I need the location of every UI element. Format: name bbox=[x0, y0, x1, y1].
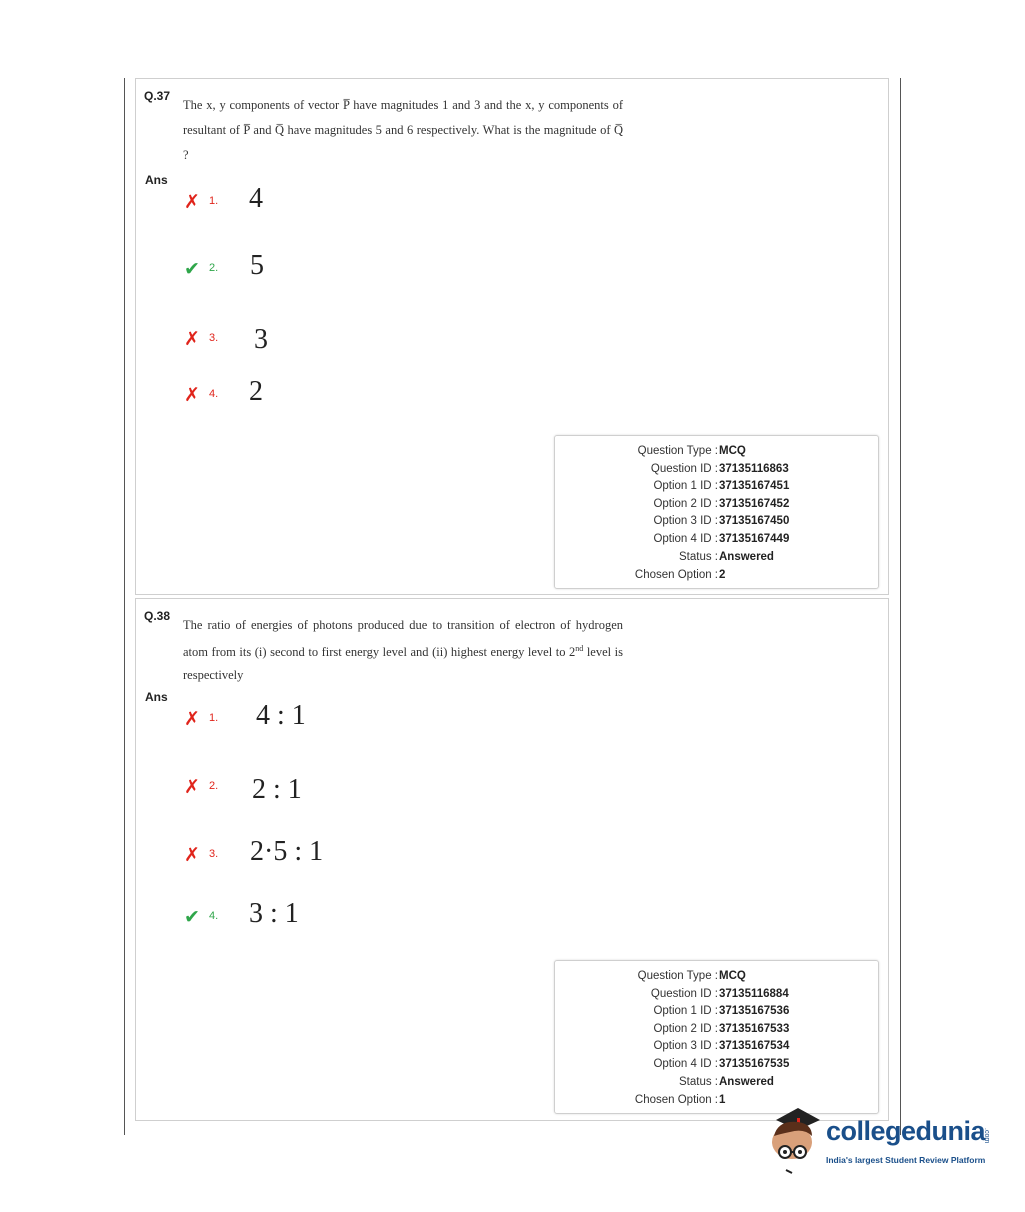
option-value: 4 : 1 bbox=[256, 700, 306, 731]
question-info-panel bbox=[554, 960, 879, 1114]
logo-suffix: .com bbox=[983, 1128, 990, 1144]
option-value: 4 bbox=[249, 183, 263, 214]
info-option-2-id: Option 2 ID : 37135167452 bbox=[653, 498, 790, 510]
mascot-icon bbox=[768, 1106, 824, 1176]
option-number: 1. bbox=[209, 712, 219, 724]
logo-tagline: India's largest Student Review Platform bbox=[826, 1155, 986, 1165]
question-block-37 bbox=[135, 78, 889, 595]
question-block-38 bbox=[135, 598, 889, 1121]
cross-icon: ✗ bbox=[184, 708, 200, 730]
cross-icon: ✗ bbox=[184, 191, 200, 213]
option-value: 3 : 1 bbox=[249, 898, 299, 929]
info-question-id: Question ID : 37135116863 bbox=[650, 463, 789, 475]
option-value: 2·5 : 1 bbox=[250, 836, 324, 867]
question-number: Q.38 bbox=[144, 609, 171, 623]
info-chosen-option: Chosen Option : 1 bbox=[634, 1094, 726, 1106]
option-number: 3. bbox=[209, 332, 219, 344]
cross-icon: ✗ bbox=[184, 328, 200, 350]
option-value: 3 bbox=[254, 324, 268, 355]
cross-icon: ✗ bbox=[184, 844, 200, 866]
info-option-4-id: Option 4 ID : 37135167535 bbox=[653, 1058, 790, 1070]
answer-label: Ans bbox=[145, 173, 168, 187]
logo-wordmark: collegedunia bbox=[826, 1116, 986, 1146]
option-value: 2 : 1 bbox=[252, 774, 302, 805]
collegedunia-logo bbox=[768, 1106, 998, 1176]
question-text: The x, y components of vector P̅ have magnitudes 1 and 3 and the x, y components of resultant of P̅ and Q̅ have magnitudes 5 and 6 respectively. What is the magnitude of Q̅ ? bbox=[183, 98, 623, 162]
info-option-3-id: Option 3 ID : 37135167450 bbox=[653, 515, 790, 527]
option-number: 3. bbox=[209, 848, 219, 860]
option-number: 4. bbox=[209, 388, 219, 400]
question-number: Q.37 bbox=[144, 89, 171, 103]
page-border-right bbox=[900, 78, 901, 1135]
info-option-3-id: Option 3 ID : 37135167534 bbox=[653, 1040, 790, 1052]
check-icon: ✔ bbox=[184, 906, 200, 928]
option-number: 4. bbox=[209, 910, 219, 922]
option-number: 1. bbox=[209, 195, 219, 207]
info-option-1-id: Option 1 ID : 37135167536 bbox=[653, 1005, 790, 1017]
option-number: 2. bbox=[209, 262, 219, 274]
info-status: Status : Answered bbox=[679, 551, 774, 563]
info-question-type: Question Type : MCQ bbox=[637, 445, 746, 457]
check-icon: ✔ bbox=[184, 258, 200, 280]
answer-label: Ans bbox=[145, 690, 168, 704]
info-chosen-option: Chosen Option : 2 bbox=[634, 569, 726, 581]
option-number: 2. bbox=[209, 780, 219, 792]
info-option-2-id: Option 2 ID : 37135167533 bbox=[653, 1023, 790, 1035]
info-question-type: Question Type : MCQ bbox=[637, 970, 746, 982]
cross-icon: ✗ bbox=[184, 776, 200, 798]
question-text: The ratio of energies of photons produced due to transition of electron of hydrogen atom from its (i) second to first energy level and (ii) highest energy level to 2nd level is respectively bbox=[183, 618, 623, 683]
option-value: 5 bbox=[250, 250, 264, 281]
cross-icon: ✗ bbox=[184, 384, 200, 406]
info-option-4-id: Option 4 ID : 37135167449 bbox=[653, 533, 790, 545]
info-status: Status : Answered bbox=[679, 1076, 774, 1088]
info-option-1-id: Option 1 ID : 37135167451 bbox=[653, 480, 790, 492]
page-border-left bbox=[124, 78, 125, 1135]
question-info-panel bbox=[554, 435, 879, 589]
option-value: 2 bbox=[249, 376, 263, 407]
info-question-id: Question ID : 37135116884 bbox=[650, 988, 789, 1000]
